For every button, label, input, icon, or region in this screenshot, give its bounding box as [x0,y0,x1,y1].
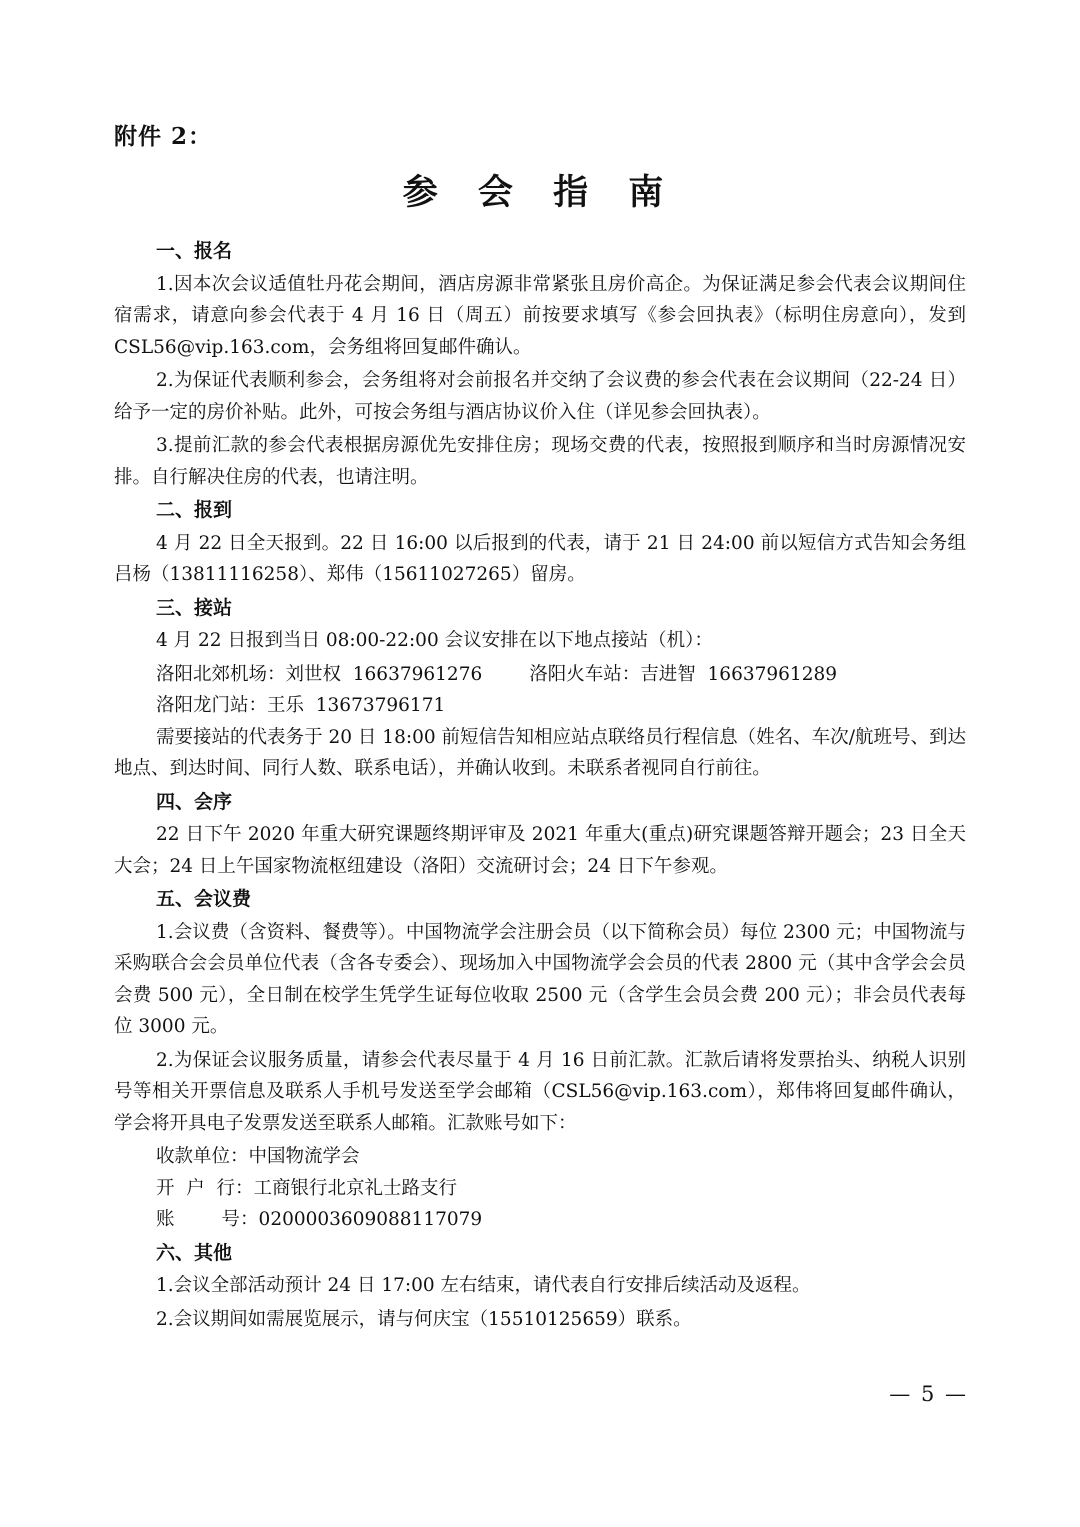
section-heading-fees: 五、会议费 [156,888,252,910]
section-heading-pickup: 三、接站 [156,596,233,619]
section-heading-check-in: 二、报到 [156,499,233,521]
paragraph: 1.因本次会议适值牡丹花会期间，酒店房源非常紧张且房价高企。为保证满足参会代表会议期间住宿需求，请意向参会代表于 4 月 16 日（周五）前按要求填写《参会回执表》（标明住房意向），发到 CSL56@vip.163.com，会务组将回复邮件确认。 [114,273,966,358]
paragraph: 3.提前汇款的参会代表根据房源优先安排住房；现场交费的代表，按照报到顺序和当时房源情况安排。自行解决住房的代表，也请注明。 [114,435,966,488]
paragraph: 1.会议费（含资料、餐费等）。中国物流学会注册会员（以下简称会员）每位 2300 元；中国物流与采购联合会会员单位代表（含各专委会）、现场加入中国物流学会会员的代表 2800 元（其中含学会会员会费 500 元），全日制在校学生凭学生证每位收取 2500 元（含学生会员会费 200 元）；非会员代表每位 3000 元。 [114,921,966,1037]
page-number: — 5 — [889,1382,968,1406]
document-body [114,234,966,1337]
paragraph: 需要接站的代表务于 20 日 18:00 前短信告知相应站点联络员行程信息（姓名、车次/航班号、到达地点、到达时间、同行人数、联系电话），并确认收到。未联系者视同自行前往。 [114,726,966,779]
pickup-contact-line: 洛阳龙门站：王乐 13673796171 [156,695,446,716]
bank-info-line: 收款单位：中国物流学会 [156,1146,360,1167]
paragraph: 2.为保证代表顺利参会，会务组将对会前报名并交纳了会议费的参会代表在会议期间（22-24 日）给予一定的房价补贴。此外，可按会务组与酒店协议价入住（详见参会回执表）。 [114,370,966,423]
bank-info-line: 账 号：0200003609088117079 [156,1209,483,1230]
paragraph: 2.会议期间如需展览展示，请与何庆宝（15510125659）联系。 [156,1308,692,1330]
paragraph: 2.为保证会议服务质量，请参会代表尽量于 4 月 16 日前汇款。汇款后请将发票抬头、纳税人识别号等相关开票信息及联系人手机号发送至学会邮箱（CSL56@vip.163.com），郑伟将回复邮件确认，学会将开具电子发票发送至联系人邮箱。汇款账号如下： [114,1049,966,1134]
paragraph: 22 日下午 2020 年重大研究课题终期评审及 2021 年重大(重点)研究课题答辩开题会；23 日全天大会；24 日上午国家物流枢纽建设（洛阳）交流研讨会；24 日下午参观。 [114,824,966,877]
pickup-contact-line: 洛阳北郊机场：刘世权 16637961276 洛阳火车站：吉进智 16637961289 [156,663,838,685]
bank-info-line: 开 户 行：工商银行北京礼士路支行 [156,1177,458,1199]
page-title: 参 会 指 南 [402,172,678,213]
section-heading-agenda: 四、会序 [156,790,233,813]
paragraph: 4 月 22 日全天报到。22 日 16:00 以后报到的代表，请于 21 日 24:00 前以短信方式告知会务组吕杨（13811116258）、郑伟（15611027265）留房。 [114,532,966,585]
paragraph: 1.会议全部活动预计 24 日 17:00 左右结束，请代表自行安排后续活动及返程。 [156,1275,811,1296]
section-heading-other: 六、其他 [156,1241,233,1264]
attachment-label: 附件 2： [114,123,213,150]
section-heading-registration: 一、报名 [156,240,233,262]
paragraph: 4 月 22 日报到当日 08:00-22:00 会议安排在以下地点接站（机）： [156,630,713,651]
